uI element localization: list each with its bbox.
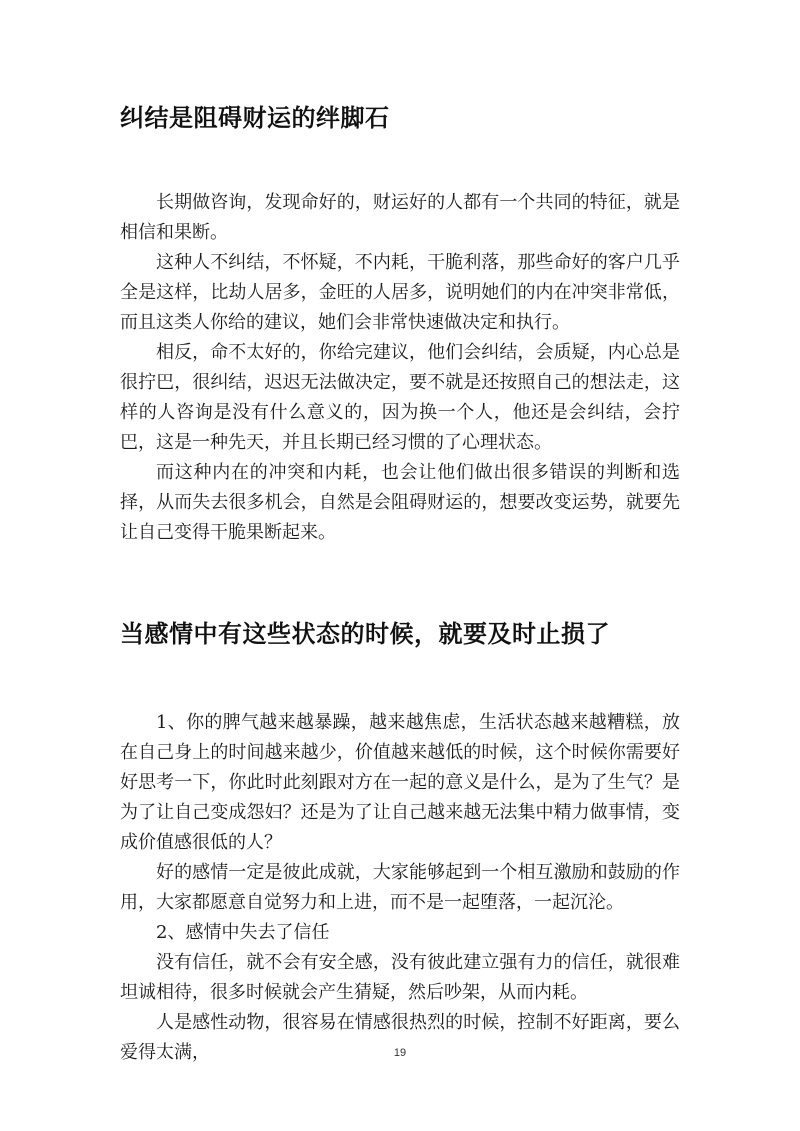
section-1-heading: 纠结是阻碍财运的绊脚石: [120, 104, 390, 132]
section-2-paragraph: 人是感性动物，很容易在情感很热烈的时候，控制不好距离，要么爱得太满，: [120, 1012, 680, 1063]
section-2-body: [120, 708, 680, 1068]
section-1-paragraph: 相反，命不太好的，你给完建议，他们会纠结，会质疑，内心总是很拧巴，很纠结，迟迟无法做决定，要不就是还按照自己的想法走，这样的人咨询是没有什么意义的，因为换一个人，他还是会纠结，会拧巴，这是一种先天，并且长期已经习惯的了心理状态。: [120, 342, 680, 453]
section-1-paragraph: 这种人不纠结，不怀疑，不内耗，干脆利落，那些命好的客户几乎全是这样，比劫人居多，金旺的人居多，说明她们的内在冲突非常低，而且这类人你给的建议，她们会非常快速做决定和执行。: [120, 252, 680, 333]
section-2-subheading: 2、感情中失去了信任: [156, 922, 330, 943]
section-2-heading: 当感情中有这些状态的时候，就要及时止损了: [120, 620, 610, 648]
page-number: 19: [393, 1047, 407, 1059]
section-2-paragraph: 没有信任，就不会有安全感，没有彼此建立强有力的信任，就很难坦诚相待，很多时候就会产生猜疑，然后吵架，从而内耗。: [120, 952, 680, 1003]
section-1-body: [120, 188, 680, 548]
section-1-paragraph: 而这种内在的冲突和内耗，也会让他们做出很多错误的判断和选择，从而失去很多机会，自然是会阻碍财运的，想要改变运势，就要先让自己变得干脆果断起来。: [120, 462, 680, 543]
section-1-paragraph: 长期做咨询，发现命好的，财运好的人都有一个共同的特征，就是相信和果断。: [120, 192, 680, 243]
section-2-paragraph: 好的感情一定是彼此成就，大家能够起到一个相互激励和鼓励的作用，大家都愿意自觉努力和上进，而不是一起堕落，一起沉沦。: [120, 862, 680, 913]
section-2-paragraph: 1、你的脾气越来越暴躁，越来越焦虑，生活状态越来越糟糕，放在自己身上的时间越来越少，价值越来越低的时候，这个时候你需要好好思考一下，你此时此刻跟对方在一起的意义是什么，是为了生气？是为了让自己变成怨妇？还是为了让自己越来越无法集中精力做事情，变成价值感很低的人？: [120, 712, 680, 853]
